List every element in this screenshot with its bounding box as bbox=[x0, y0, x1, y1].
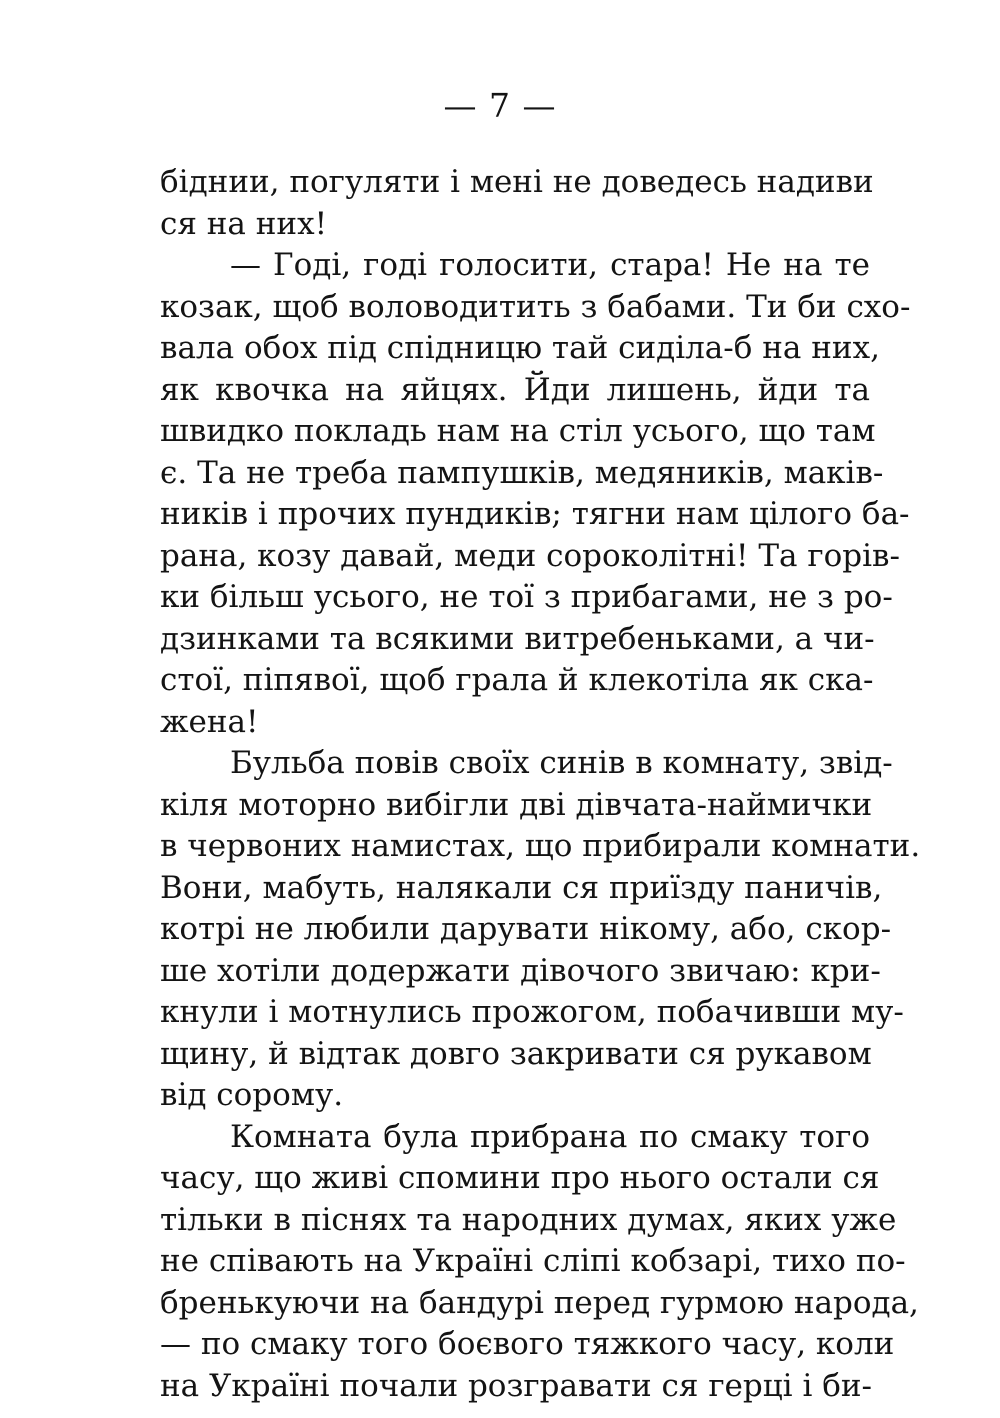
text-line: дзинками та всякими витребеньками, а чи- bbox=[160, 620, 875, 657]
body-text bbox=[160, 162, 921, 1407]
text-line: в червоних намистах, що прибирали комнати. bbox=[160, 828, 921, 864]
text-line: ше хотіли додержати дівочого звичаю: кри- bbox=[160, 952, 881, 989]
text-line: від сорому. bbox=[160, 1077, 344, 1113]
text-line: швидко покладь нам на стіл усього, що там bbox=[160, 413, 876, 449]
text-line: біднии, погуляти і мені не доведесь надиви bbox=[160, 164, 874, 200]
text-line: жена! bbox=[160, 703, 259, 740]
text-line: Комната була прибрана по смаку того bbox=[230, 1118, 870, 1155]
text-line: щину, й відтак довго закривати ся рукавом bbox=[160, 1035, 872, 1072]
text-line: вала обох під спідницю тай сиділа-б на них, bbox=[160, 330, 880, 366]
text-line: як квочка на яйцях. Йди лишень, йди та bbox=[160, 371, 870, 408]
text-line: бренькуючи на бандурі перед гурмою народа, bbox=[160, 1284, 919, 1321]
text-line: кіля моторно вибігли дві дівчата-наймички bbox=[160, 786, 873, 823]
text-line: — Годі, годі голосити, стара! Не на те bbox=[230, 247, 870, 283]
text-line: ся на них! bbox=[160, 205, 328, 242]
text-line: Бульба повів своїх синів в комнату, звід- bbox=[230, 745, 893, 781]
text-line: ників і прочих пундиків; тягни нам цілого ба- bbox=[160, 496, 910, 532]
text-line: козак, щоб воловодитить з бабами. Ти би схо- bbox=[160, 288, 911, 325]
text-line: рана, козу давай, меди сороколітні! Та горів- bbox=[160, 537, 900, 574]
text-line: Вони, мабуть, налякали ся приїзду паничів, bbox=[160, 869, 883, 906]
text-line: часу, що живі спомини про нього остали ся bbox=[160, 1160, 880, 1196]
text-line: не співають на Україні сліпі кобзарі, тихо по- bbox=[160, 1243, 906, 1279]
text-line: — по смаку того боєвого тяжкого часу, коли bbox=[160, 1326, 895, 1362]
text-line: стої, піпявої, щоб грала й клекотіла як ска- bbox=[160, 662, 874, 698]
text-line: тільки в піснях та народних думах, яких уже bbox=[160, 1201, 897, 1238]
text-line: є. Та не треба пампушків, медяників, маків- bbox=[160, 454, 884, 491]
page-number: — 7 — bbox=[443, 86, 557, 125]
text-line: котрі не любили дарувати нікому, або, скор- bbox=[160, 911, 892, 947]
text-line: ки більш усього, не тої з прибагами, не з ро- bbox=[160, 579, 893, 615]
text-line: кнули і мотнулись прожогом, побачивши му- bbox=[160, 994, 904, 1030]
text-line: на Україні почали розгравати ся герці і би- bbox=[160, 1367, 873, 1404]
